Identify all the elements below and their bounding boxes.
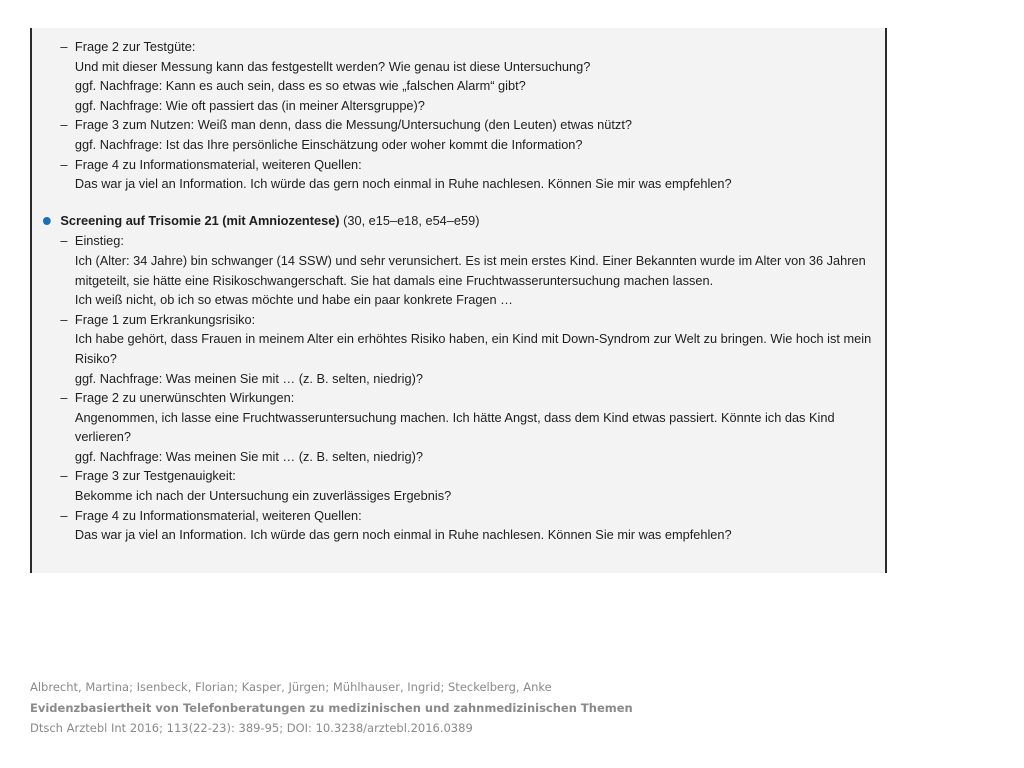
- question-heading: [42, 231, 849, 251]
- question-heading-text: Frage 3 zur Testgenauigkeit:: [74, 468, 236, 484]
- question-text-line: mitgeteilt, sie hätte eine Risikoschwangerschaft. Sie hat damals eine Fruchtwasseruntersuchung machen lassen.: [74, 272, 714, 288]
- question-text-line: ggf. Nachfrage: Wie oft passiert das (in meiner Altersgruppe)?: [74, 97, 425, 113]
- citation-title: Evidenzbasiertheit von Telefonberatungen zu medizinischen und zahnmedizinischen Themen: [30, 700, 633, 715]
- question-text-line: ggf. Nachfrage: Was meinen Sie mit … (z. B. selten, niedrig)?: [74, 448, 423, 464]
- question-heading-text: Frage 4 zu Informationsmaterial, weiteren Quellen:: [74, 507, 362, 523]
- question-heading-text: Frage 2 zu unerwünschten Wirkungen:: [74, 390, 295, 406]
- question-heading-text: Frage 1 zum Erkrankungsrisiko:: [74, 311, 256, 327]
- dash-marker: –: [60, 39, 68, 54]
- question-heading-text: Frage 4 zu Informationsmaterial, weiteren Quellen:: [74, 156, 362, 172]
- question-heading: [42, 155, 849, 175]
- dash-marker: –: [60, 468, 68, 484]
- dash-marker: –: [60, 390, 68, 406]
- question-text-line: Das war ja viel an Information. Ich würde das gern noch einmal in Ruhe nachlesen. Können Sie mir was empfehlen?: [74, 527, 732, 543]
- question-text-line: ggf. Nachfrage: Was meinen Sie mit … (z. B. selten, niedrig)?: [74, 370, 423, 386]
- citation-source: Dtsch Arztebl Int 2016; 113(22-23): 389-95; DOI: 10.3238/arztebl.2016.0389: [30, 721, 473, 735]
- question-block-previous: [42, 37, 849, 194]
- question-text-line: Angenommen, ich lasse eine Fruchtwasseruntersuchung machen. Ich hätte Angst, dass dem Kind etwas passiert. Könnte ich das Kind: [74, 409, 835, 425]
- section-heading-refs: (30, e15–e18, e54–e59): [339, 212, 480, 228]
- question-text-line: Ich (Alter: 34 Jahre) bin schwanger (14 SSW) und sehr verunsichert. Es ist mein erstes Kind. Einer Bekannten wurde im Alter von 36 Jahren: [74, 252, 866, 268]
- section-heading-title: Screening auf Trisomie 21 (mit Amniozentese): [60, 212, 340, 228]
- question-text-line: Ich weiß nicht, ob ich so etwas möchte und habe ein paar konkrete Fragen …: [74, 292, 513, 308]
- question-text-line: Und mit dieser Messung kann das festgestellt werden? Wie genau ist diese Untersuchung?: [74, 58, 591, 74]
- question-heading: [42, 506, 849, 526]
- question-text-line: verlieren?: [74, 429, 132, 445]
- question-text-line: Bekomme ich nach der Untersuchung ein zuverlässiges Ergebnis?: [74, 488, 452, 504]
- question-text-line: ggf. Nachfrage: Kann es auch sein, dass es so etwas wie „falschen Alarm“ gibt?: [74, 78, 526, 94]
- question-text-line: Ich habe gehört, dass Frauen in meinem Alter ein erhöhtes Risiko haben, ein Kind mit Down-Syndrom zur Welt zu bringen. Wie hoch ist mein: [74, 331, 872, 347]
- section-heading: [42, 211, 849, 231]
- question-heading-text: Frage 2 zur Testgüte:: [74, 39, 196, 54]
- dash-marker: –: [60, 507, 68, 523]
- question-text-line: ggf. Nachfrage: Ist das Ihre persönliche Einschätzung oder woher kommt die Information?: [74, 136, 583, 152]
- question-heading: [42, 466, 849, 486]
- dash-marker: –: [60, 156, 68, 172]
- question-text-line: Das war ja viel an Information. Ich würde das gern noch einmal in Ruhe nachlesen. Können Sie mir was empfehlen?: [74, 176, 732, 192]
- question-heading: [42, 310, 849, 330]
- document-panel: [30, 28, 887, 573]
- question-text-line: Risiko?: [74, 350, 117, 366]
- question-heading-text: Frage 3 zum Nutzen: Weiß man denn, dass die Messung/Untersuchung (den Leuten) etwas nützt?: [74, 117, 632, 133]
- question-heading-text: Einstieg:: [74, 233, 124, 249]
- citation: [30, 677, 633, 739]
- dash-marker: –: [60, 117, 68, 133]
- question-heading: [42, 37, 849, 57]
- question-heading: [42, 388, 849, 408]
- dash-marker: –: [60, 311, 68, 327]
- citation-authors: Albrecht, Martina; Isenbeck, Florian; Kasper, Jürgen; Mühlhauser, Ingrid; Steckelberg, Anke: [30, 680, 552, 694]
- document-content: [42, 28, 872, 545]
- bullet-icon: [43, 217, 51, 225]
- question-heading: [42, 115, 849, 135]
- question-block-trisomie: [42, 231, 872, 545]
- dash-marker: –: [60, 233, 68, 249]
